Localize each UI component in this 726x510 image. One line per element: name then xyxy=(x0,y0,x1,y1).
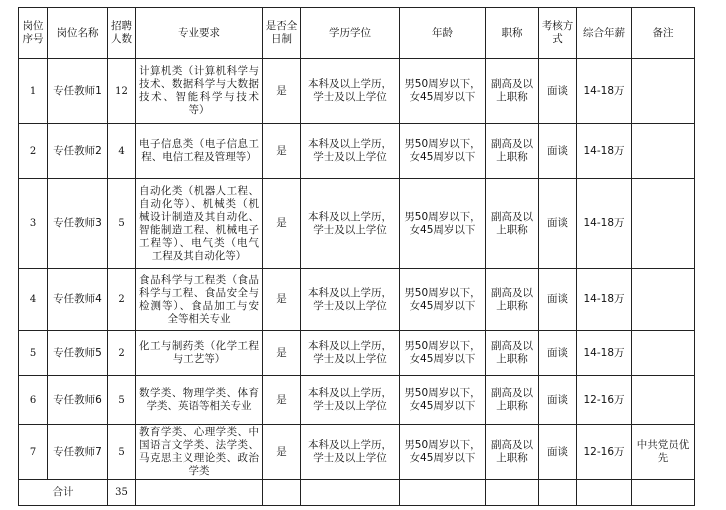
cell-exam: 面谈 xyxy=(539,124,577,179)
empty-cell xyxy=(400,480,486,506)
table-row xyxy=(19,179,695,269)
cell-salary: 12-16万 xyxy=(577,376,632,425)
cell-title: 副高及以上职称 xyxy=(486,59,539,124)
header-row xyxy=(19,8,695,59)
cell-age: 男50周岁以下，女45周岁以下 xyxy=(400,425,486,480)
cell-salary: 14-18万 xyxy=(577,124,632,179)
total-label: 合计 xyxy=(19,480,108,506)
cell-note xyxy=(632,376,695,425)
cell-age: 男50周岁以下，女45周岁以下 xyxy=(400,331,486,376)
cell-name: 专任教师6 xyxy=(48,376,108,425)
header-count: 招聘人数 xyxy=(108,8,136,59)
cell-fulltime: 是 xyxy=(263,179,301,269)
cell-name: 专任教师2 xyxy=(48,124,108,179)
recruitment-table xyxy=(18,7,695,506)
empty-cell xyxy=(577,480,632,506)
cell-name: 专任教师1 xyxy=(48,59,108,124)
cell-no: 2 xyxy=(19,124,48,179)
cell-major: 自动化类（机器人工程、自动化等）、机械类（机械设计制造及其自动化、智能制造工程、机械电子工程等）、电气类（电气工程及其自动化等） xyxy=(136,179,263,269)
header-age: 年龄 xyxy=(400,8,486,59)
cell-count: 4 xyxy=(108,124,136,179)
empty-cell xyxy=(263,480,301,506)
header-title: 职称 xyxy=(486,8,539,59)
cell-no: 6 xyxy=(19,376,48,425)
cell-note xyxy=(632,269,695,331)
cell-count: 12 xyxy=(108,59,136,124)
cell-no: 3 xyxy=(19,179,48,269)
cell-name: 专任教师5 xyxy=(48,331,108,376)
cell-degree: 本科及以上学历，学士及以上学位 xyxy=(301,425,400,480)
header-no: 岗位序号 xyxy=(19,8,48,59)
cell-salary: 14-18万 xyxy=(577,331,632,376)
table-row xyxy=(19,425,695,480)
table-row xyxy=(19,124,695,179)
cell-major: 食品科学与工程类（食品科学与工程、食品安全与检测等）、食品加工与安全等相关专业 xyxy=(136,269,263,331)
cell-note xyxy=(632,124,695,179)
total-row xyxy=(19,480,695,506)
cell-name: 专任教师3 xyxy=(48,179,108,269)
cell-age: 男50周岁以下，女45周岁以下 xyxy=(400,179,486,269)
table-row xyxy=(19,269,695,331)
cell-salary: 12-16万 xyxy=(577,425,632,480)
cell-no: 7 xyxy=(19,425,48,480)
cell-no: 1 xyxy=(19,59,48,124)
cell-exam: 面谈 xyxy=(539,179,577,269)
cell-exam: 面谈 xyxy=(539,59,577,124)
cell-degree: 本科及以上学历，学士及以上学位 xyxy=(301,59,400,124)
cell-name: 专任教师4 xyxy=(48,269,108,331)
cell-count: 2 xyxy=(108,269,136,331)
cell-fulltime: 是 xyxy=(263,376,301,425)
cell-title: 副高及以上职称 xyxy=(486,124,539,179)
table-row xyxy=(19,376,695,425)
table-row xyxy=(19,331,695,376)
cell-salary: 14-18万 xyxy=(577,59,632,124)
cell-note xyxy=(632,59,695,124)
cell-fulltime: 是 xyxy=(263,124,301,179)
cell-degree: 本科及以上学历，学士及以上学位 xyxy=(301,269,400,331)
header-major: 专业要求 xyxy=(136,8,263,59)
table-row xyxy=(19,59,695,124)
cell-no: 5 xyxy=(19,331,48,376)
cell-degree: 本科及以上学历，学士及以上学位 xyxy=(301,179,400,269)
cell-major: 数学类、物理学类、体育学类、英语等相关专业 xyxy=(136,376,263,425)
header-degree: 学历学位 xyxy=(301,8,400,59)
total-count: 35 xyxy=(108,480,136,506)
cell-fulltime: 是 xyxy=(263,269,301,331)
cell-count: 5 xyxy=(108,376,136,425)
cell-title: 副高及以上职称 xyxy=(486,425,539,480)
empty-cell xyxy=(486,480,539,506)
empty-cell xyxy=(301,480,400,506)
cell-major: 计算机类（计算机科学与技术、数据科学与大数据技术、智能科学与技术等） xyxy=(136,59,263,124)
cell-title: 副高及以上职称 xyxy=(486,179,539,269)
header-name: 岗位名称 xyxy=(48,8,108,59)
cell-salary: 14-18万 xyxy=(577,269,632,331)
cell-major: 化工与制药类（化学工程与工艺等） xyxy=(136,331,263,376)
cell-title: 副高及以上职称 xyxy=(486,269,539,331)
cell-count: 5 xyxy=(108,425,136,480)
header-salary: 综合年薪 xyxy=(577,8,632,59)
cell-degree: 本科及以上学历，学士及以上学位 xyxy=(301,124,400,179)
cell-salary: 14-18万 xyxy=(577,179,632,269)
cell-fulltime: 是 xyxy=(263,59,301,124)
cell-fulltime: 是 xyxy=(263,425,301,480)
header-exam: 考核方式 xyxy=(539,8,577,59)
cell-fulltime: 是 xyxy=(263,331,301,376)
cell-degree: 本科及以上学历，学士及以上学位 xyxy=(301,331,400,376)
cell-name: 专任教师7 xyxy=(48,425,108,480)
cell-no: 4 xyxy=(19,269,48,331)
cell-age: 男50周岁以下，女45周岁以下 xyxy=(400,59,486,124)
empty-cell xyxy=(632,480,695,506)
header-note: 备注 xyxy=(632,8,695,59)
header-fulltime: 是否全日制 xyxy=(263,8,301,59)
cell-exam: 面谈 xyxy=(539,425,577,480)
cell-note xyxy=(632,331,695,376)
cell-title: 副高及以上职称 xyxy=(486,376,539,425)
cell-note: 中共党员优先 xyxy=(632,425,695,480)
cell-major: 教育学类、心理学类、中国语言文学类、法学类、马克思主义理论类、政治学类 xyxy=(136,425,263,480)
cell-count: 2 xyxy=(108,331,136,376)
cell-age: 男50周岁以下，女45周岁以下 xyxy=(400,124,486,179)
cell-age: 男50周岁以下，女45周岁以下 xyxy=(400,376,486,425)
cell-age: 男50周岁以下，女45周岁以下 xyxy=(400,269,486,331)
cell-major: 电子信息类（电子信息工程、电信工程及管理等） xyxy=(136,124,263,179)
empty-cell xyxy=(136,480,263,506)
cell-exam: 面谈 xyxy=(539,269,577,331)
cell-count: 5 xyxy=(108,179,136,269)
cell-degree: 本科及以上学历，学士及以上学位 xyxy=(301,376,400,425)
cell-note xyxy=(632,179,695,269)
cell-exam: 面谈 xyxy=(539,376,577,425)
cell-exam: 面谈 xyxy=(539,331,577,376)
empty-cell xyxy=(539,480,577,506)
cell-title: 副高及以上职称 xyxy=(486,331,539,376)
